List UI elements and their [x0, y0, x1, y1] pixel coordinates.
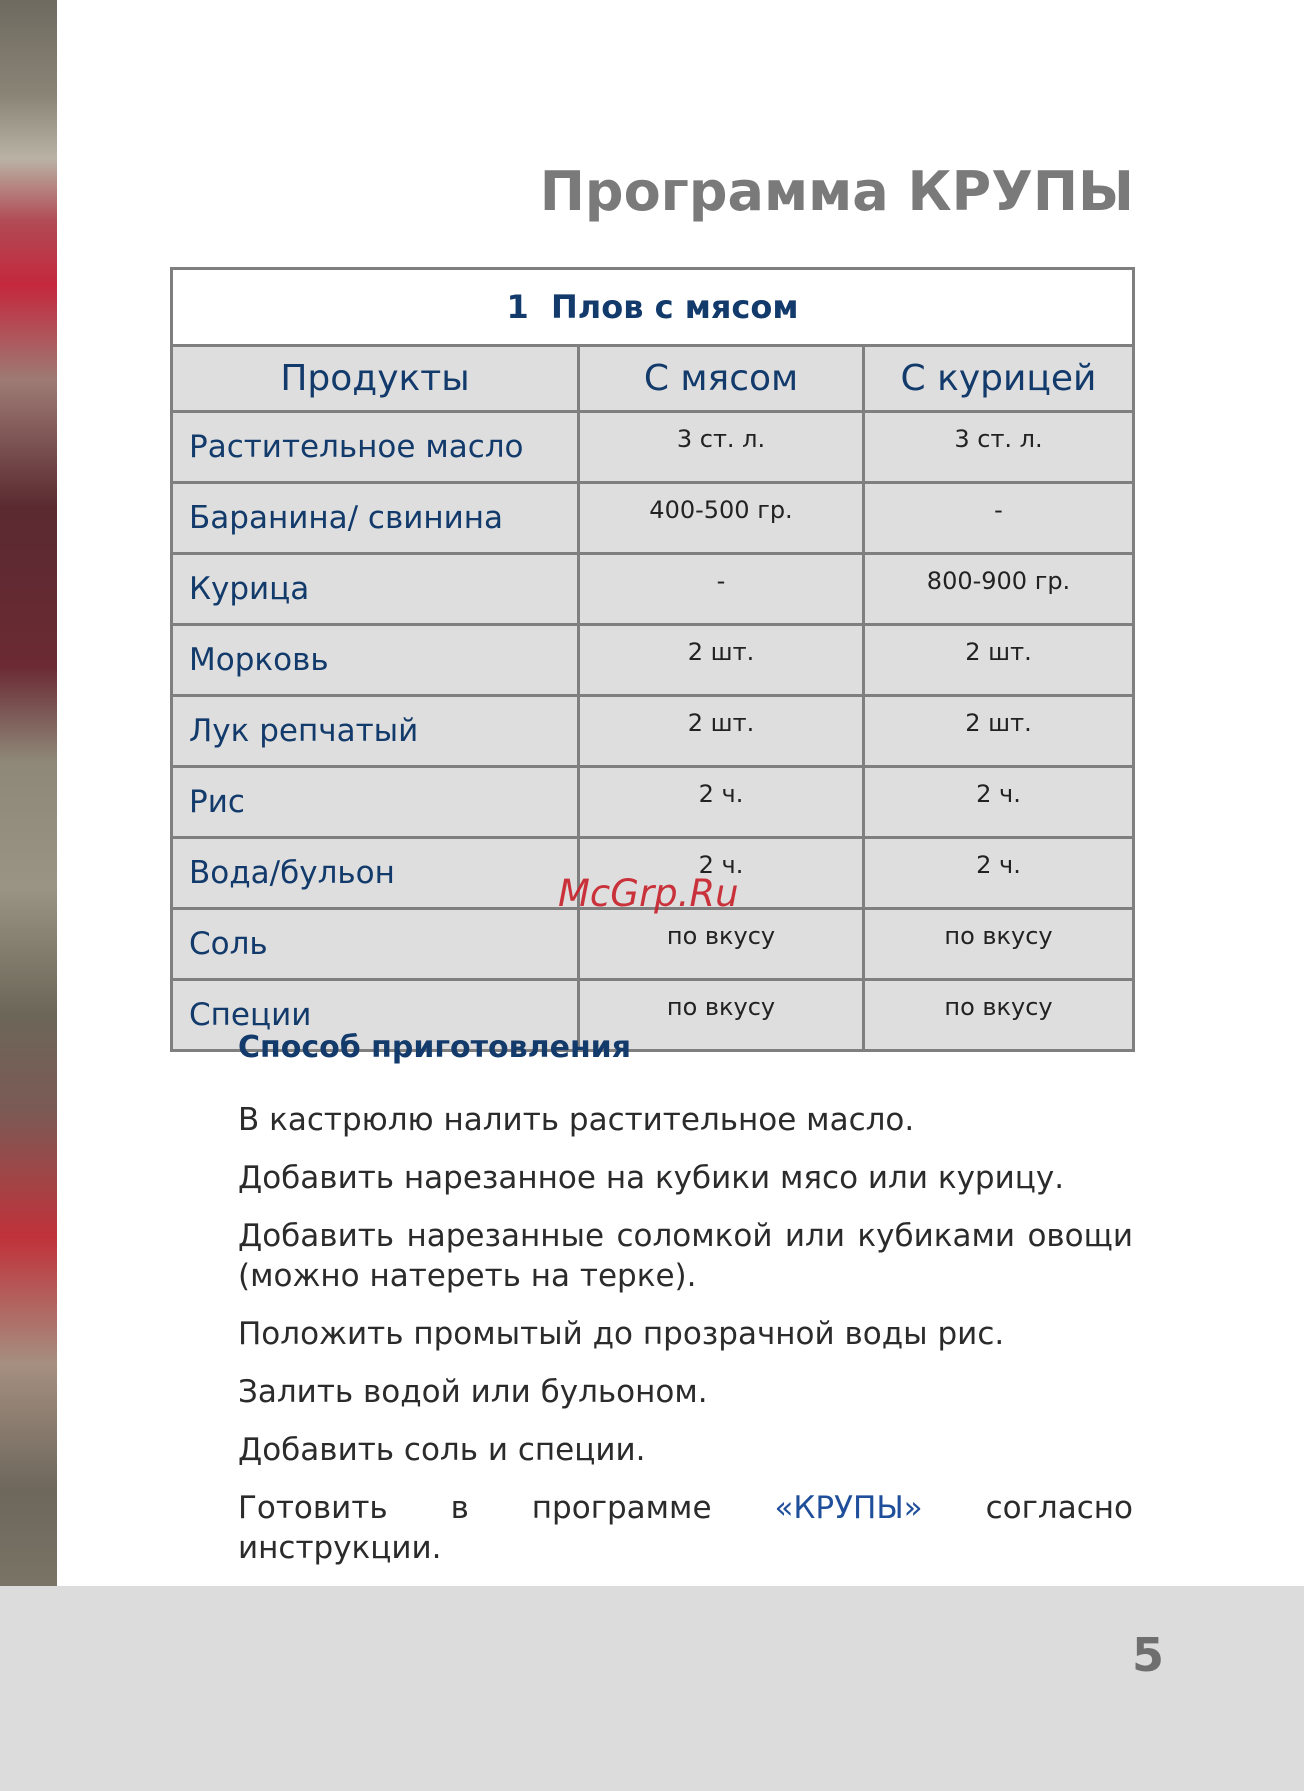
column-header-meat: С мясом: [579, 346, 864, 412]
product-name: Морковь: [172, 625, 579, 696]
amount-meat: 2 ч.: [579, 838, 864, 909]
method-steps: [238, 1100, 1133, 1586]
step-text-after: согласно инструкции.: [238, 1490, 1133, 1566]
side-photo-strip: [0, 0, 57, 1586]
amount-meat: -: [579, 554, 864, 625]
table-row: [172, 767, 1134, 838]
column-header-products: Продукты: [172, 346, 579, 412]
table-row: [172, 909, 1134, 980]
page-number: 5: [1131, 1628, 1164, 1682]
product-name: Лук репчатый: [172, 696, 579, 767]
watermark-text: McGrp.Ru: [558, 872, 739, 915]
amount-chicken: 2 шт.: [864, 696, 1134, 767]
table-title: 1 Плов с мясом: [172, 269, 1134, 346]
amount-meat: 2 шт.: [579, 696, 864, 767]
page-title: Программа КРУПЫ: [539, 160, 1134, 223]
product-name: Соль: [172, 909, 579, 980]
amount-chicken: 800-900 гр.: [864, 554, 1134, 625]
method-step: Добавить нарезанные соломкой или кубиками овощи (можно натереть на терке).: [238, 1218, 1133, 1294]
table-row: [172, 696, 1134, 767]
amount-chicken: -: [864, 483, 1134, 554]
table-row: [172, 483, 1134, 554]
method-step: В кастрюлю налить растительное масло.: [238, 1102, 915, 1138]
product-name: Специи: [172, 980, 579, 1051]
amount-chicken: 2 шт.: [864, 625, 1134, 696]
amount-chicken: 2 ч.: [864, 838, 1134, 909]
amount-meat: 2 шт.: [579, 625, 864, 696]
product-name: Вода/бульон: [172, 838, 579, 909]
recipe-table: [170, 267, 1135, 1052]
column-header-chicken: С курицей: [864, 346, 1134, 412]
product-name: Курица: [172, 554, 579, 625]
program-name: «КРУПЫ»: [774, 1490, 923, 1526]
amount-chicken: по вкусу: [864, 909, 1134, 980]
product-name: Растительное масло: [172, 412, 579, 483]
amount-chicken: 2 ч.: [864, 767, 1134, 838]
amount-meat: по вкусу: [579, 909, 864, 980]
product-name: Баранина/ свинина: [172, 483, 579, 554]
method-step: Добавить соль и специи.: [238, 1432, 646, 1468]
table-row: [172, 625, 1134, 696]
amount-chicken: 3 ст. л.: [864, 412, 1134, 483]
amount-meat: 2 ч.: [579, 767, 864, 838]
table-row: [172, 554, 1134, 625]
step-text-before: Готовить в программе: [238, 1490, 775, 1526]
amount-chicken: по вкусу: [864, 980, 1134, 1051]
footer-band: [0, 1586, 1304, 1791]
amount-meat: 3 ст. л.: [579, 412, 864, 483]
amount-meat: по вкусу: [579, 980, 864, 1051]
method-step: Залить водой или бульоном.: [238, 1374, 708, 1410]
table-row: [172, 412, 1134, 483]
method-step: Добавить нарезанное на кубики мясо или курицу.: [238, 1160, 1065, 1196]
method-step: Положить промытый до прозрачной воды рис.: [238, 1316, 1005, 1352]
amount-meat: 400-500 гр.: [579, 483, 864, 554]
product-name: Рис: [172, 767, 579, 838]
method-step-final: [238, 1488, 1133, 1568]
method-heading: Способ приготовления: [238, 1030, 631, 1065]
